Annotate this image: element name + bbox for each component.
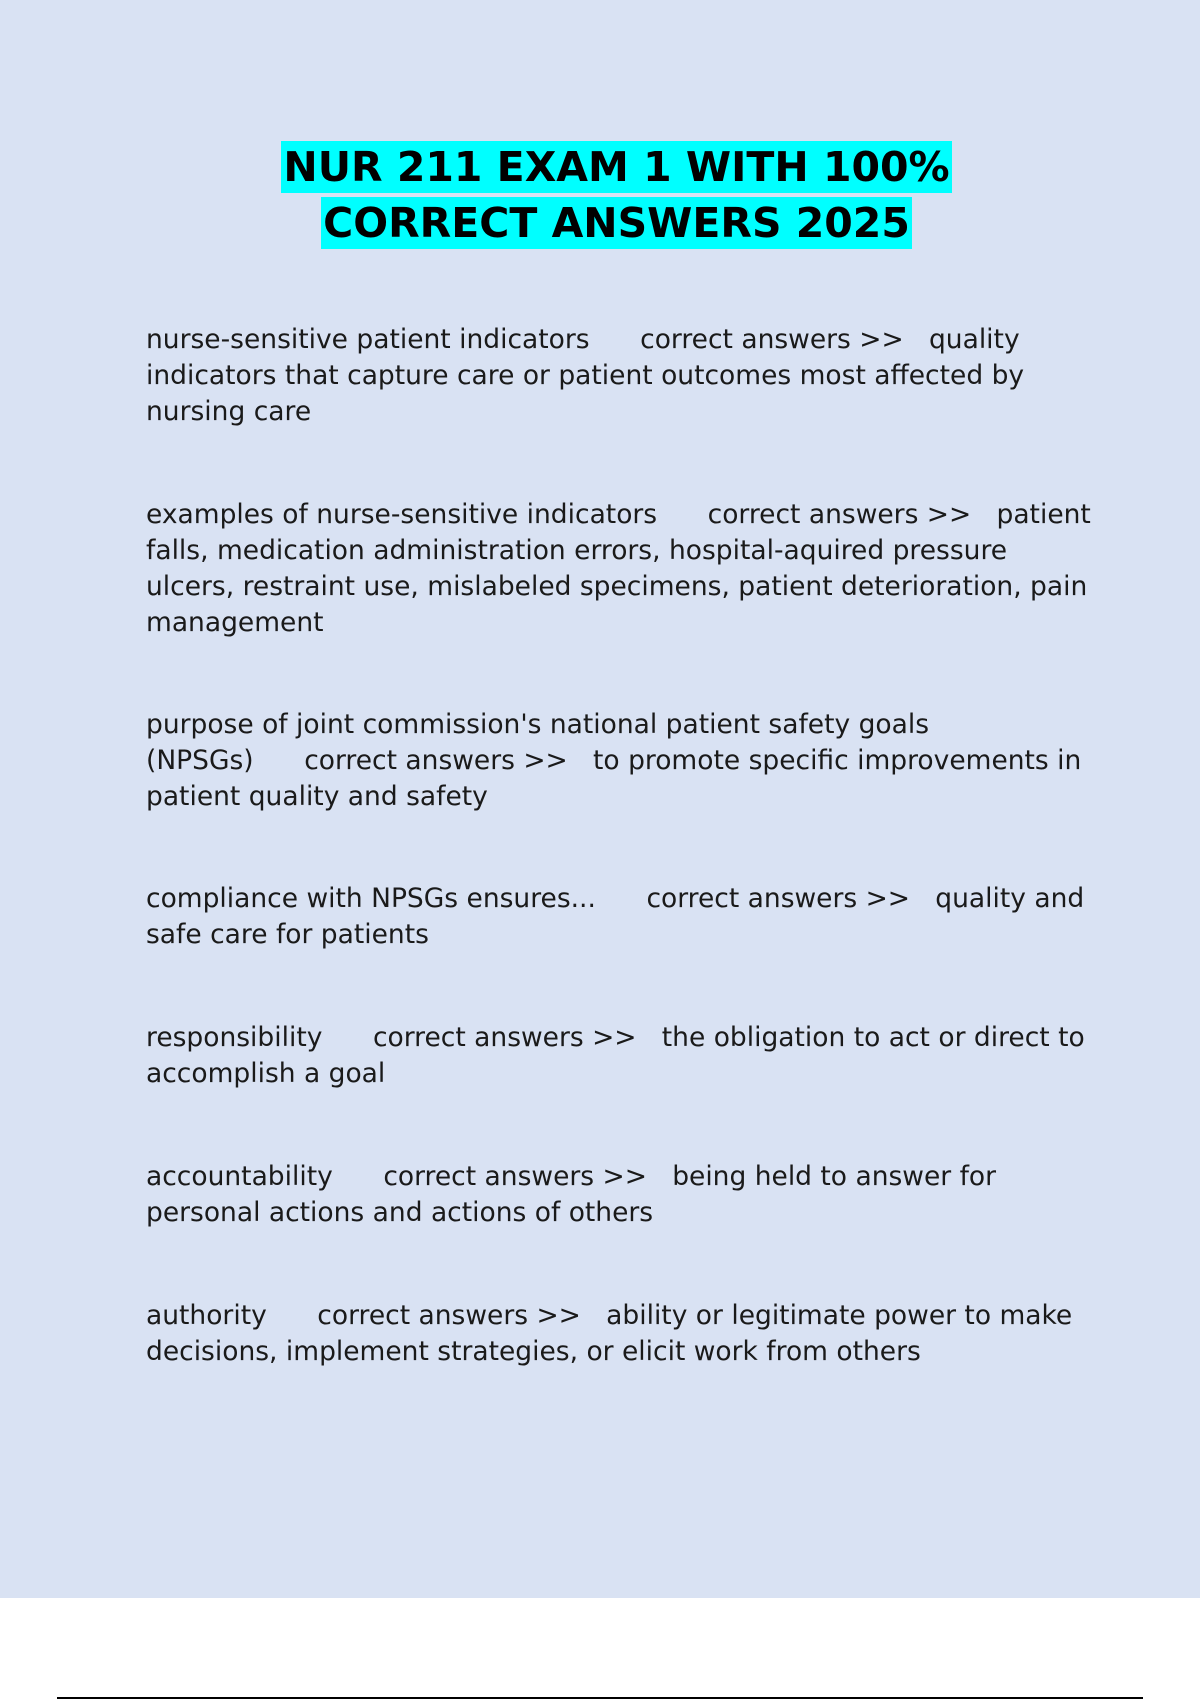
- entry-term: purpose of joint commission's national patient safety goals (NPSGs): [146, 709, 938, 776]
- qa-entry-6: [146, 1159, 1096, 1231]
- entry-separator: correct answers >>: [657, 499, 997, 530]
- qa-entry-1: [146, 322, 1096, 430]
- entry-term: examples of nurse-sensitive indicators: [146, 499, 658, 530]
- title-line-2: CORRECT ANSWERS 2025: [323, 199, 910, 247]
- qa-entry-2: [146, 497, 1100, 641]
- entry-separator: correct answers >>: [595, 883, 936, 914]
- entry-answer: quality and safe care for patients: [146, 883, 1093, 950]
- qa-entry-4: [146, 881, 1096, 953]
- entry-answer: ability or legitimate power to make decisions, implement strategies, or elicit work from others: [146, 1300, 1081, 1367]
- entry-term: accountability: [146, 1161, 333, 1192]
- document-title: [0, 141, 1200, 253]
- entry-answer: to promote specific improvements in patient quality and safety: [146, 745, 1090, 812]
- entry-separator: correct answers >>: [253, 745, 594, 776]
- entry-term: authority: [146, 1300, 267, 1331]
- entry-separator: correct answers >>: [332, 1161, 673, 1192]
- entry-answer: quality indicators that capture care or patient outcomes most affected by nursing care: [146, 324, 1033, 427]
- qa-entry-5: [146, 1020, 1096, 1092]
- entry-term: nurse-sensitive patient indicators: [146, 324, 590, 355]
- entry-separator: correct answers >>: [322, 1022, 662, 1053]
- qa-entry-7: [146, 1298, 1096, 1370]
- entry-term: compliance with NPSGs ensures...: [146, 883, 596, 914]
- entry-answer: patient falls, medication administration errors, hospital-aquired pressure ulcers, restraint use, mislabeled specimens, patient deterioration, pain management: [146, 499, 1100, 638]
- entry-answer: the obligation to act or direct to accomplish a goal: [146, 1022, 1094, 1089]
- entry-separator: correct answers >>: [589, 324, 929, 355]
- entry-term: responsibility: [146, 1022, 323, 1053]
- qa-entry-3: [146, 707, 1096, 815]
- title-line-1: NUR 211 EXAM 1 WITH 100%: [283, 143, 950, 191]
- entry-separator: correct answers >>: [266, 1300, 607, 1331]
- footer-divider: [57, 1697, 1143, 1699]
- entry-answer: being held to answer for personal actions and actions of others: [146, 1161, 1005, 1228]
